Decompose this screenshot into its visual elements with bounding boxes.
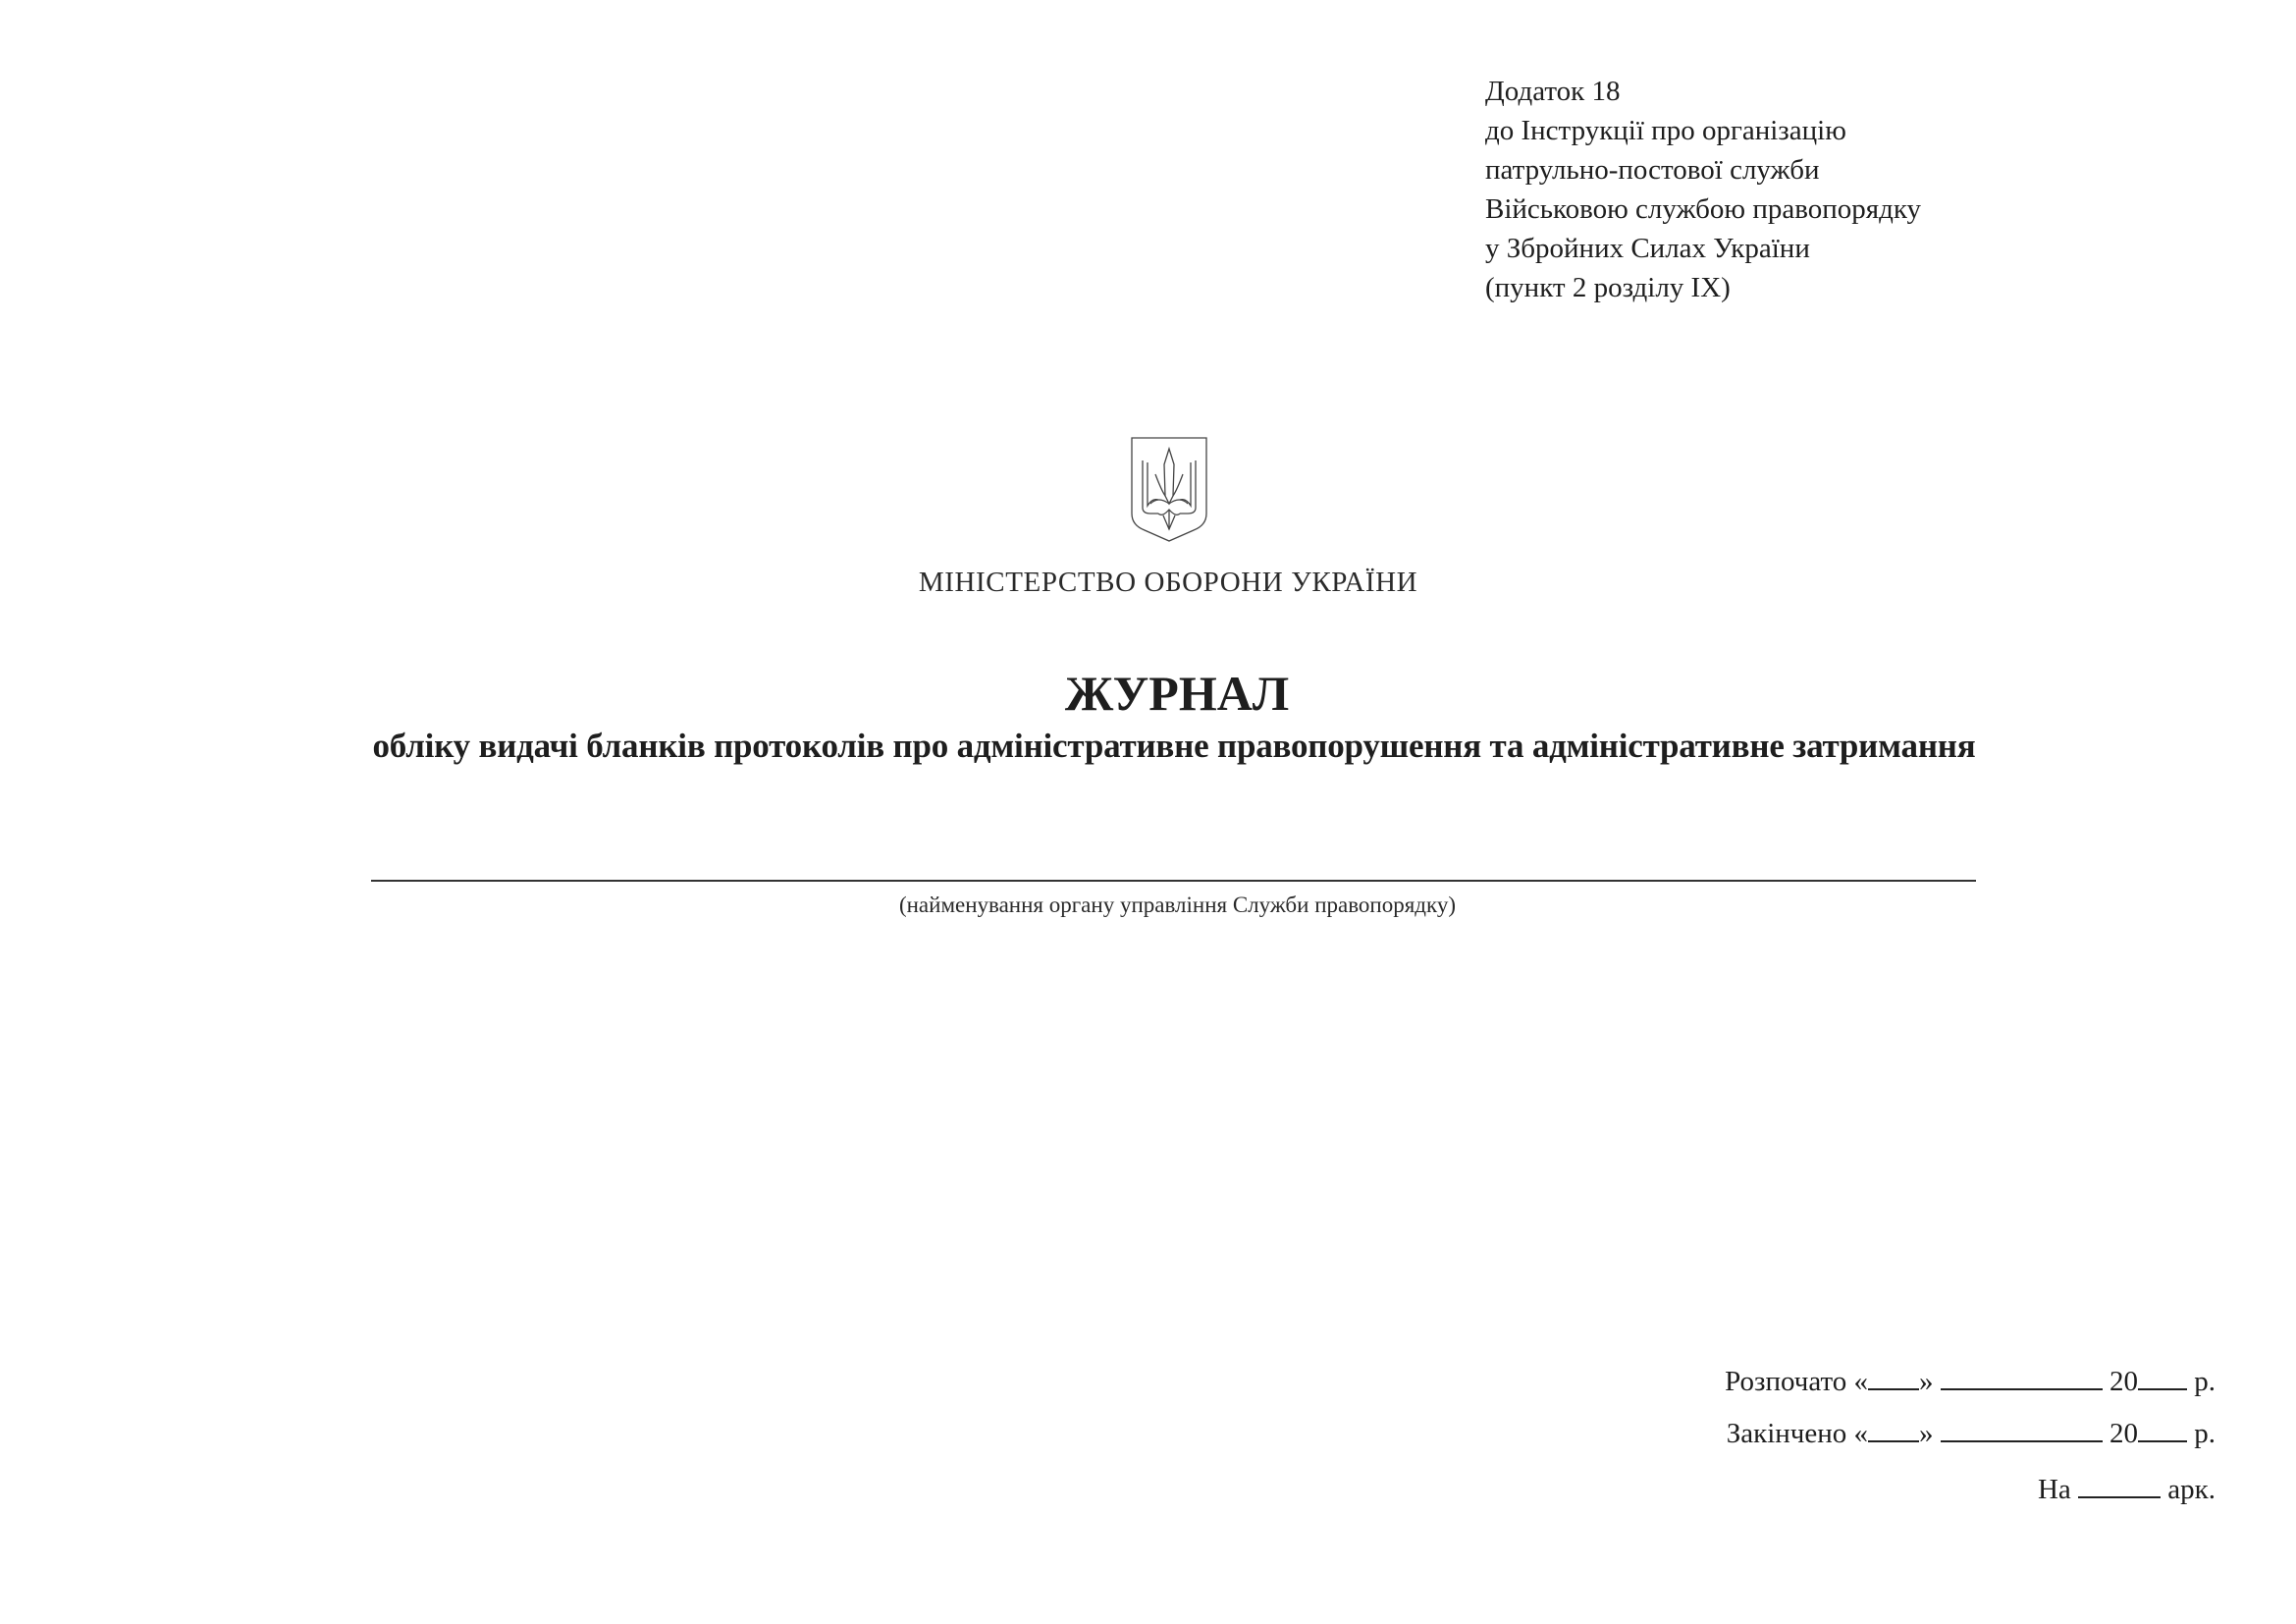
- tryzub-coat-of-arms-icon: [1129, 435, 1209, 543]
- close-quote: »: [1919, 1418, 1934, 1449]
- finished-month-field[interactable]: [1941, 1416, 2103, 1442]
- finished-date-row: [1727, 1414, 2216, 1453]
- organization-name-field[interactable]: [371, 880, 1976, 882]
- year-suffix: р.: [2194, 1418, 2216, 1449]
- sheets-count-field[interactable]: [2078, 1472, 2161, 1498]
- finished-year-field[interactable]: [2138, 1416, 2187, 1442]
- sheets-count-row: [2038, 1470, 2216, 1509]
- appendix-line: до Інструкції про організацію: [1485, 115, 1846, 146]
- open-quote: «: [1853, 1366, 1868, 1397]
- started-label: Розпочато: [1725, 1366, 1847, 1397]
- appendix-line: (пункт 2 розділу IX): [1485, 272, 1731, 303]
- year-suffix: р.: [2194, 1366, 2216, 1397]
- appendix-line: Додаток 18: [1485, 76, 1621, 107]
- started-date-row: [1725, 1362, 2216, 1401]
- appendix-line: патрульно-постової служби: [1485, 154, 1820, 186]
- sheets-label: На: [2037, 1474, 2071, 1505]
- page-subtitle: обліку видачі бланків протоколів про адміністративне правопорушення та адміністративне затримання: [372, 727, 1976, 765]
- appendix-line: у Збройних Силах України: [1485, 233, 1810, 264]
- ministry-name: МІНІСТЕРСТВО ОБОРОНИ УКРАЇНИ: [918, 567, 1418, 598]
- appendix-reference: [1485, 72, 1921, 307]
- sheets-suffix: арк.: [2167, 1474, 2216, 1505]
- started-day-field[interactable]: [1868, 1364, 1919, 1390]
- open-quote: «: [1853, 1418, 1868, 1449]
- started-month-field[interactable]: [1941, 1364, 2103, 1390]
- appendix-line: Військовою службою правопорядку: [1485, 193, 1922, 225]
- year-prefix: 20: [2109, 1418, 2138, 1449]
- started-year-field[interactable]: [2138, 1364, 2187, 1390]
- close-quote: »: [1919, 1366, 1934, 1397]
- finished-day-field[interactable]: [1868, 1416, 1919, 1442]
- finished-label: Закінчено: [1726, 1418, 1847, 1449]
- year-prefix: 20: [2109, 1366, 2138, 1397]
- page-title: ЖУРНАЛ: [1064, 666, 1290, 721]
- organization-name-caption: (найменування органу управління Служби правопорядку): [898, 893, 1457, 917]
